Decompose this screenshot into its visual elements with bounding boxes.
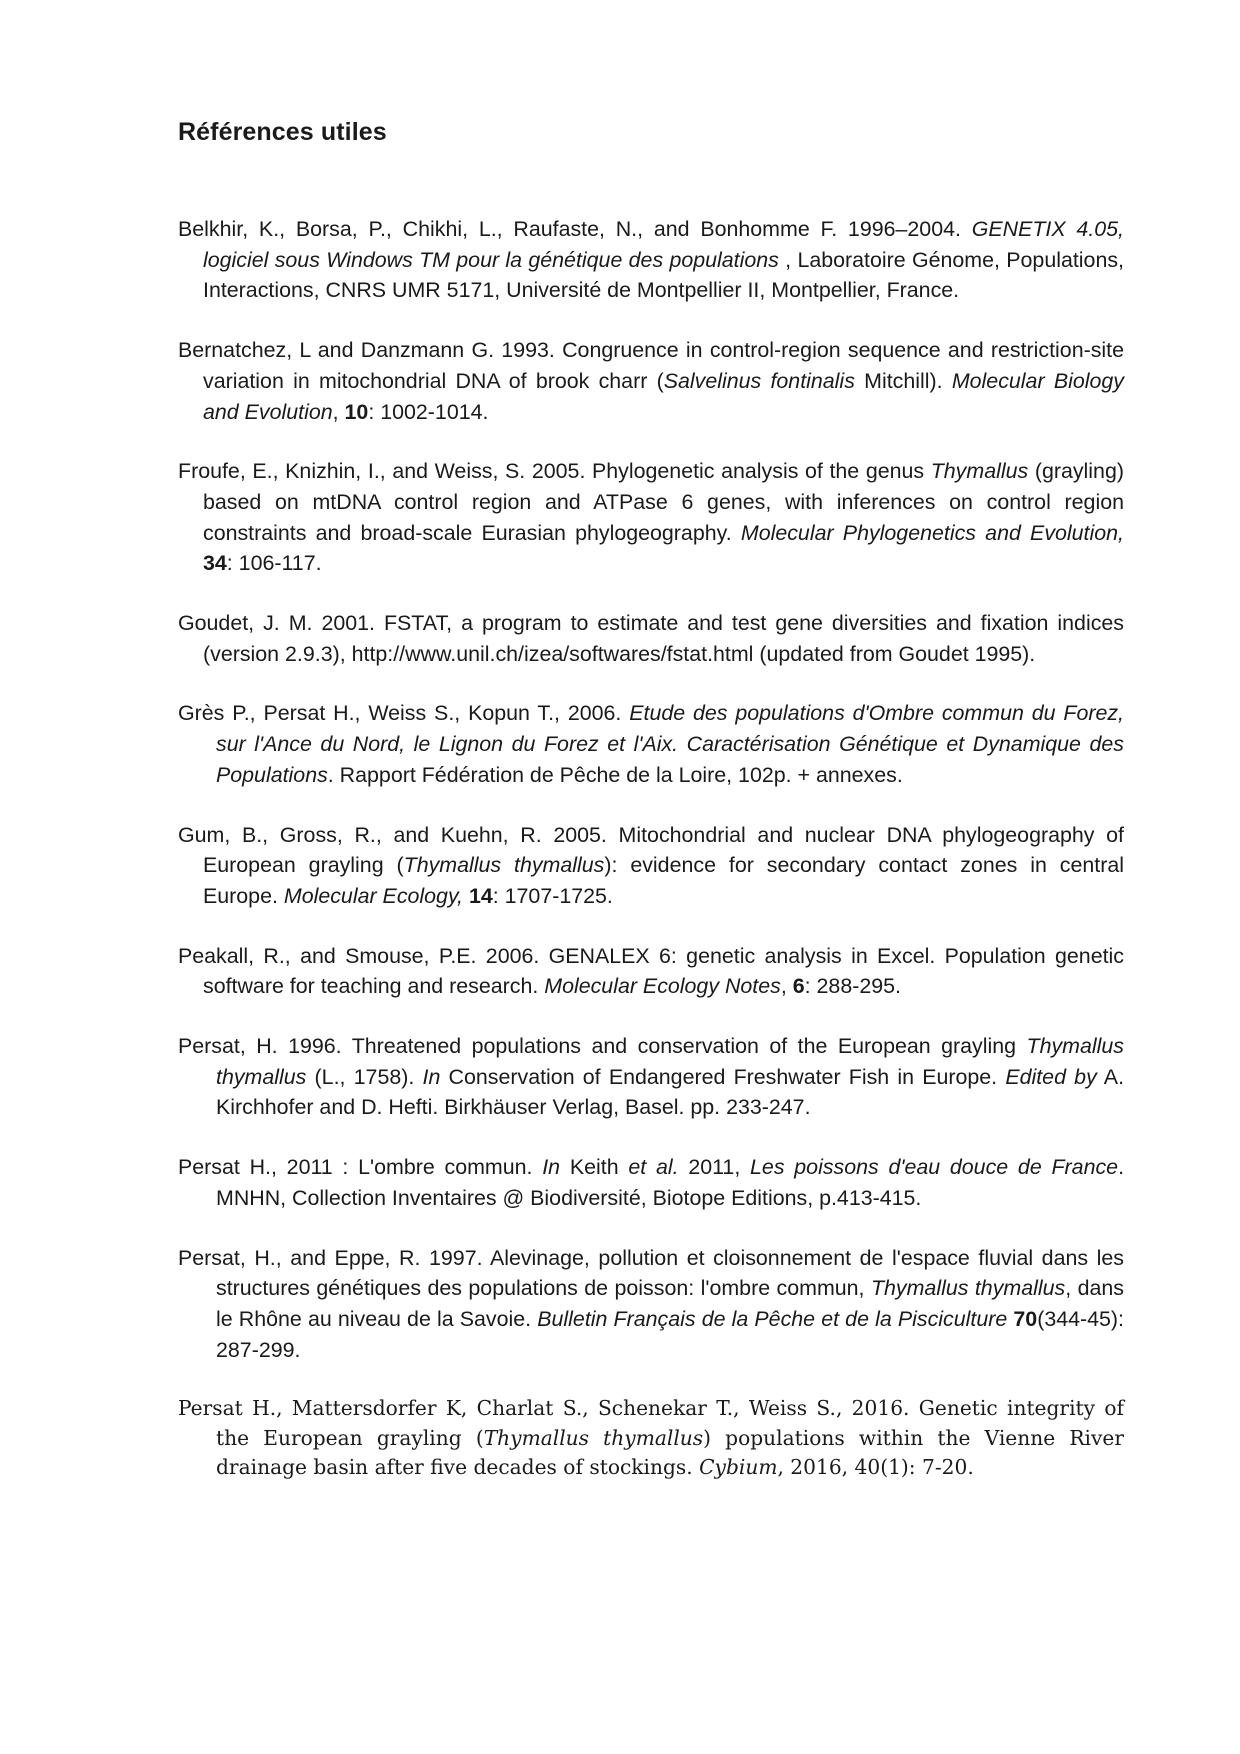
reference-text-segment: Bernatchez, L and Danzmann G. 1993. Congruence in control-region sequence and restriction-site variation in mitochondrial DNA of brook charr ( [178,338,1124,393]
reference-text-segment: Gum, B., Gross, R., and Kuehn, R. 2005. Mitochondrial and nuclear DNA phylogeography of European grayling ( [178,822,1124,878]
reference-text-segment: ) populations within the Vienne River drainage basin after five decades of stockings. [216,1425,1124,1480]
reference-text-segment: Thymallus thymallus [870,1276,1066,1301]
reference-text-segment: Belkhir, K., Borsa, P., Chikhi, L., Raufaste, N., and Bonhomme F. 1996–2004. [178,217,972,241]
reference-text-segment: Mitchill). [854,368,952,393]
reference-text-segment: Molecular Phylogenetics and Evolution, [740,520,1124,545]
reference-entry [178,820,1124,912]
reference-text-segment: (grayling) based on mtDNA control region and ATPase 6 genes, with inferences on control region constraints and broad-scale Eurasian phylogeography. [203,459,1124,545]
reference-text-segment: Edited by [1005,1064,1097,1089]
reference-entry [178,698,1124,790]
reference-text-segment: A. Kirchhofer and D. Hefti. Birkhäuser Verlag, Basel. pp. 233-247. [216,1064,1125,1120]
reference-text-segment: (L., 1758). [306,1064,423,1089]
reference-text-segment: GENETIX 4.05, logiciel sous Windows TM pour la génétique des populations [203,217,1124,272]
reference-text-segment: , 2016, 40(1): 7-20. [777,1455,974,1480]
reference-text-segment: , dans le Rhône au niveau de la Savoie. [216,1276,1124,1331]
reference-text-segment: Molecular Ecology, [283,883,463,908]
reference-text-segment: : 288-295. [804,974,901,999]
reference-text-segment: Persat H., Mattersdorfer K, Charlat S., Schenekar T., Weiss S., 2016. Genetic integrity of the European grayling ( [178,1396,1124,1450]
reference-text-segment: Thymallus thymallus [403,853,605,878]
reference-entry [178,456,1124,579]
reference-text-segment: 10 [344,399,369,424]
reference-text-segment: Thymallus thymallus [216,1034,1124,1089]
reference-text-segment: In [422,1064,441,1089]
reference-text-segment: et al. [628,1155,679,1180]
reference-text-segment: Molecular Biology and Evolution [203,368,1124,424]
reference-text-segment: . MNHN, Collection Inventaires @ Biodiversité, Biotope Editions, p.413-415. [216,1155,1125,1210]
reference-text-segment: Persat, H. 1996. Threatened populations and conservation of the European grayling [178,1034,1027,1059]
reference-entry [178,1031,1124,1123]
reference-text-segment: Persat, H., and Eppe, R. 1997. Alevinage, pollution et cloisonnement de l'espace fluvial dans les structures génétiques des populations de poisson: l'ombre commun, [178,1245,1124,1301]
reference-text-segment: Persat H., 2011 : L'ombre commun. [178,1155,543,1180]
reference-text-segment: , Laboratoire Génome, Populations, Interactions, CNRS UMR 5171, Université de Montpellier II, Montpellier, France. [203,247,1124,303]
reference-text-segment: Salvelinus fontinalis [663,368,855,393]
reference-text-segment: (344-45): 287-299. [216,1306,1124,1362]
reference-text-segment: Thymallus [930,459,1029,484]
reference-entry [178,335,1124,427]
page-title: Références utiles [178,118,387,146]
reference-text-segment: 2011, [678,1155,751,1180]
reference-text-segment: 34 [203,551,227,576]
reference-entry [178,214,1124,306]
reference-entry [178,1243,1124,1366]
reference-text-segment: Cybium [699,1455,778,1480]
reference-text-segment: ): evidence for secondary contact zones in central Europe. [203,853,1124,908]
reference-text-segment: In [542,1155,561,1180]
reference-entry [178,941,1124,1002]
reference-text-segment: : 1707-1725. [492,883,613,908]
reference-text-segment: 6 [792,974,805,999]
reference-text-segment: 70 [1013,1306,1038,1331]
reference-text-segment: Les poissons d'eau douce de France [750,1155,1119,1180]
reference-text-segment: . Rapport Fédération de Pêche de la Loire, 102p. + annexes. [327,762,903,787]
reference-text-segment: Bulletin Français de la Pêche et de la Pisciculture [537,1306,1008,1331]
reference-text-segment: Molecular Ecology Notes [544,974,781,999]
reference-text-segment: Grès P., Persat H., Weiss S., Kopun T., 2006. [178,701,630,726]
reference-text-segment: Thymallus thymallus [483,1425,704,1450]
reference-entry [178,1152,1124,1213]
reference-text-segment: : 106-117. [226,551,322,576]
reference-text-segment: Conservation of Endangered Freshwater Fish in Europe. [440,1064,1006,1089]
reference-text-segment: , [780,974,793,999]
reference-text-segment: 14 [468,883,493,908]
reference-text-segment: : 1002-1014. [368,399,489,424]
reference-text-segment: Froufe, E., Knizhin, I., and Weiss, S. 2005. Phylogenetic analysis of the genus [178,459,931,484]
reference-entry [178,1394,1124,1483]
reference-text-segment: Keith [560,1155,629,1180]
reference-text-segment: , [332,399,345,424]
reference-list [178,214,1124,1512]
reference-entry [178,608,1124,669]
reference-text-segment: Etude des populations d'Ombre commun du Forez, sur l'Ance du Nord, le Lignon du Forez et l'Aix. Caractérisation Génétique et Dynamique des Populations [216,701,1124,787]
reference-text-segment: Peakall, R., and Smouse, P.E. 2006. GENALEX 6: genetic analysis in Excel. Population genetic software for teaching and research. [178,943,1124,999]
reference-text-segment: Goudet, J. M. 2001. FSTAT, a program to estimate and test gene diversities and fixation indices (version 2.9.3), http://www.unil.ch/izea/softwares/fstat.html (updated from Goudet 1995). [178,611,1124,666]
